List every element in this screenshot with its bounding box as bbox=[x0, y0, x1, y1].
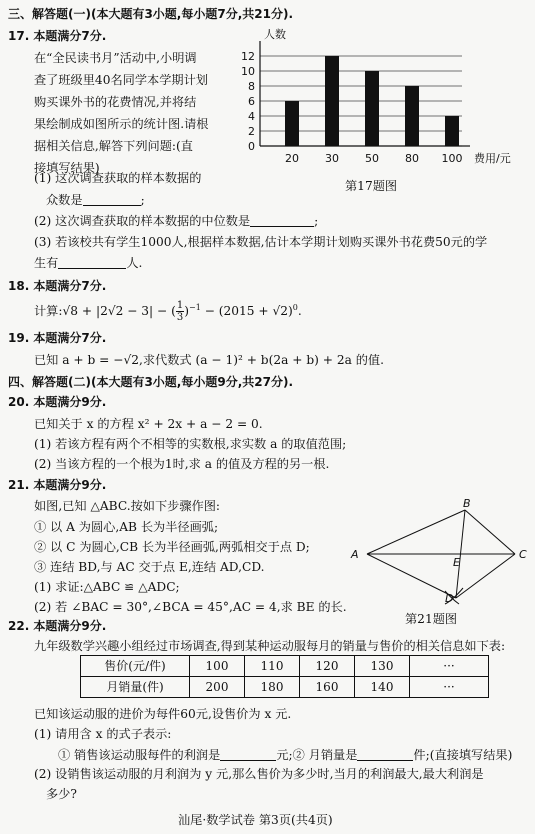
table-cell: ··· bbox=[410, 677, 489, 698]
bar-20 bbox=[285, 101, 299, 146]
point-label-C: C bbox=[519, 548, 527, 561]
q18-expression: 计算:√8 + |2√2 − 3| − ( $\frac{1}{3}$ )$^{-1} - (2015 + √2)^0$. bbox=[34, 300, 302, 323]
table-row-header: 月销量(件) bbox=[81, 677, 190, 698]
bar-100 bbox=[445, 116, 459, 146]
y-tick-label: 12 bbox=[241, 50, 255, 63]
q20-line-3: (2) 当该方程的一个根为1时,求 a 的值及方程的另一根. bbox=[34, 457, 330, 471]
point-label-B: B bbox=[463, 498, 471, 510]
section-title-1: 三、解答题(一)(本大题有3小题,每小题7分,共21分). bbox=[8, 7, 294, 21]
table-cell: 120 bbox=[300, 656, 355, 677]
q17-part1-line-a: (1) 这次调查获取的样本数据的 bbox=[34, 171, 202, 185]
section-title-2: 四、解答题(二)(本大题有3小题,每小题9分,共27分). bbox=[8, 375, 294, 389]
q21-line-4: ③ 连结 BD,与 AC 交于点 E,连结 AD,CD. bbox=[34, 560, 265, 574]
q17-line-1: 在“全民读书月”活动中,小明调 bbox=[34, 51, 197, 65]
q21-line-3: ② 以 C 为圆心,CB 长为半径画弧,两弧相交于点 D; bbox=[34, 540, 310, 554]
x-tick-label: 30 bbox=[325, 152, 339, 165]
q17-line-2: 查了班级里40名同学本学期计划 bbox=[34, 73, 208, 87]
q20-number: 20. 本题满分9分. bbox=[8, 395, 107, 409]
bar-50 bbox=[365, 71, 379, 146]
x-tick-label: 100 bbox=[441, 152, 463, 165]
q17-part3-line-a: (3) 若该校共有学生1000人,根据样本数据,估计本学期计划购买课外书花费50元的学 bbox=[34, 235, 488, 249]
table-cell: 140 bbox=[355, 677, 410, 698]
table-cell: 100 bbox=[190, 656, 245, 677]
table-cell: 160 bbox=[300, 677, 355, 698]
point-label-D: D bbox=[445, 592, 454, 605]
sales-table bbox=[80, 655, 489, 698]
q17-line-3: 购买课外书的花费情况,并将结 bbox=[34, 95, 197, 109]
answer-blank-profit[interactable] bbox=[220, 748, 276, 761]
x-axis-label: 费用/元 bbox=[474, 152, 511, 165]
q21-line-1: 如图,已知 △ABC.按如下步骤作图: bbox=[34, 499, 221, 513]
table-row-header: 售价(元/件) bbox=[81, 656, 190, 677]
y-tick-label: 2 bbox=[248, 125, 255, 138]
q22-line-4: (2) 设销售该运动服的月利润为 y 元,那么售价为多少时,当月的利润最大,最大利润是 bbox=[34, 767, 484, 781]
q19-text: 已知 a + b = −√2,求代数式 (a − 1)² + b(2a + b) + 2a 的值. bbox=[34, 353, 384, 367]
answer-blank-estimate[interactable] bbox=[58, 256, 126, 269]
y-axis-label: 人数 bbox=[264, 28, 286, 41]
table-cell: 180 bbox=[245, 677, 300, 698]
q17-number: 17. 本题满分7分. bbox=[8, 29, 107, 43]
answer-blank-sales[interactable] bbox=[357, 748, 413, 761]
point-label-E: E bbox=[453, 556, 460, 569]
q21-geometry-figure bbox=[345, 498, 535, 610]
table-cell: 130 bbox=[355, 656, 410, 677]
q21-figure-caption: 第21题图 bbox=[405, 612, 458, 626]
x-tick-label: 80 bbox=[405, 152, 419, 165]
q17-line-4: 果绘制成如图所示的统计图.请根 bbox=[34, 117, 209, 131]
q22-intro: 九年级数学兴趣小组经过市场调查,得到某种运动服每月的销量与售价的相关信息如下表: bbox=[34, 639, 506, 653]
q21-line-5: (1) 求证:△ABC ≌ △ADC; bbox=[34, 580, 180, 594]
point-label-A: A bbox=[351, 548, 359, 561]
q22-line-5: 多少? bbox=[46, 787, 77, 801]
x-tick-label: 50 bbox=[365, 152, 379, 165]
q22-line-2: (1) 请用含 x 的式子表示: bbox=[34, 727, 172, 741]
q20-line-1: 已知关于 x 的方程 x² + 2x + a − 2 = 0. bbox=[34, 417, 263, 431]
q17-figure-caption: 第17题图 bbox=[345, 179, 398, 193]
x-tick-label: 20 bbox=[285, 152, 299, 165]
bar-30 bbox=[325, 56, 339, 146]
q17-line-6: 接填写结果) bbox=[34, 161, 100, 175]
y-tick-label: 6 bbox=[248, 95, 255, 108]
table-row bbox=[81, 656, 489, 677]
q19-number: 19. 本题满分7分. bbox=[8, 331, 107, 345]
table-row bbox=[81, 677, 489, 698]
q22-line-3: ① 销售该运动服每件的利润是 元;② 月销量是 件;(直接填写结果) bbox=[58, 748, 513, 762]
segment-AB bbox=[367, 510, 465, 554]
fraction-one-third: $\frac{1}{3}$ bbox=[176, 300, 184, 323]
segment-CD bbox=[456, 554, 515, 598]
q17-part1-line-b: 众数是 ; bbox=[46, 193, 145, 207]
y-tick-label: 4 bbox=[248, 110, 255, 123]
q22-line-1: 已知该运动服的进价为每件60元,设售价为 x 元. bbox=[34, 707, 292, 721]
table-cell: 200 bbox=[190, 677, 245, 698]
segment-BC bbox=[465, 510, 515, 554]
y-tick-label: 8 bbox=[248, 80, 255, 93]
table-cell: 110 bbox=[245, 656, 300, 677]
q21-number: 21. 本题满分9分. bbox=[8, 478, 107, 492]
answer-blank-median[interactable] bbox=[250, 214, 314, 227]
q21-line-2: ① 以 A 为圆心,AB 长为半径画弧; bbox=[34, 520, 219, 534]
table-cell: ··· bbox=[410, 656, 489, 677]
q17-line-5: 据相关信息,解答下列问题:(直 bbox=[34, 139, 193, 153]
q17-part2: (2) 这次调查获取的样本数据的中位数是 ; bbox=[34, 214, 319, 228]
q21-line-6: (2) 若 ∠BAC = 30°,∠BCA = 45°,AC = 4,求 BE 的长. bbox=[34, 600, 347, 614]
page-footer: 汕尾·数学试卷 第3页(共4页) bbox=[178, 813, 333, 827]
answer-blank-mode[interactable] bbox=[83, 193, 141, 206]
segment-AD bbox=[367, 554, 456, 598]
q17-part3-line-b: 生有 人. bbox=[34, 256, 143, 270]
q22-number: 22. 本题满分9分. bbox=[8, 619, 107, 633]
q18-number: 18. 本题满分7分. bbox=[8, 279, 107, 293]
q20-line-2: (1) 若该方程有两个不相等的实数根,求实数 a 的取值范围; bbox=[34, 437, 347, 451]
y-tick-label: 0 bbox=[248, 140, 255, 153]
bar-80 bbox=[405, 86, 419, 146]
y-tick-label: 10 bbox=[241, 65, 255, 78]
